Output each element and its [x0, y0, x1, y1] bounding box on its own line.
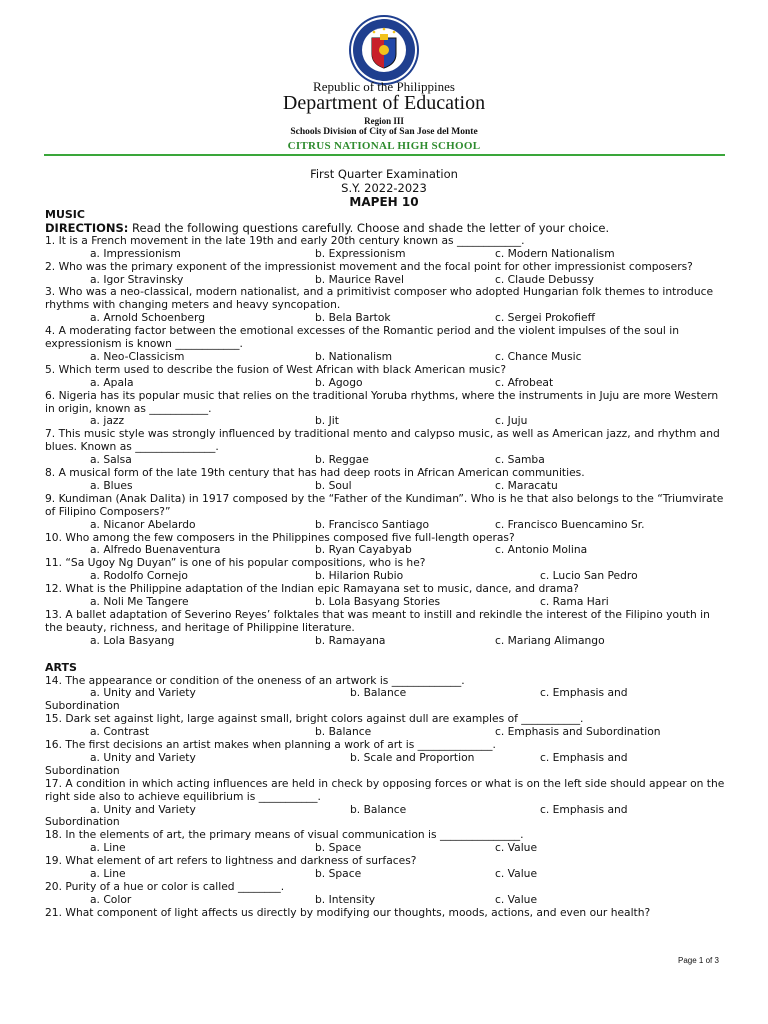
option-b[interactable]: b. Agogo — [315, 375, 363, 389]
option-a[interactable]: a. Lola Basyang — [90, 633, 175, 647]
option-c[interactable]: c. Value — [495, 892, 538, 906]
section-title-arts: ARTS — [45, 660, 77, 674]
option-b[interactable]: b. Intensity — [315, 892, 376, 906]
option-c[interactable]: c. Lucio San Pedro — [540, 569, 638, 583]
option-a[interactable]: a. Unity and Variety — [90, 802, 196, 816]
header-divider — [44, 154, 725, 156]
option-a[interactable]: a. Impressionism — [90, 246, 181, 260]
option-a[interactable]: a. Unity and Variety — [90, 750, 196, 764]
question-9: 9. Kundiman (Anak Dalita) in 1917 composed by the “Father of the Kundiman”. Who is he that also belongs to the “Triumvirate of Filipino Composers?” — [45, 491, 724, 518]
options-7 — [45, 454, 725, 467]
exam-school-year: S.Y. 2022-2023 — [341, 181, 427, 195]
option-b[interactable]: b. Lola Basyang Stories — [315, 595, 441, 609]
option-a[interactable]: a. Contrast — [90, 725, 150, 739]
option-a[interactable]: a. Nicanor Abelardo — [90, 517, 196, 531]
options-3 — [45, 312, 725, 325]
question-13: 13. A ballet adaptation of Severino Reyes’ folktales that was meant to instill and rekindle the interest of the Filipino youth in the beauty, richness, and heritage of Philippine literature. — [45, 607, 710, 634]
header-region: Region III — [364, 116, 404, 126]
option-a[interactable]: a. Neo-Classicism — [90, 349, 185, 363]
question-17: 17. A condition in which acting influences are held in check by opposing forces or what is on the left side should appear on the right side also to achieve equilibrium is ___________. — [45, 776, 725, 803]
options-18 — [45, 842, 725, 855]
option-b[interactable]: b. Ryan Cayabyab — [315, 543, 412, 557]
options-13 — [45, 635, 725, 648]
options-15 — [45, 726, 725, 739]
option-a[interactable]: a. Igor Stravinsky — [90, 272, 184, 286]
option-c-continued: Subordination — [45, 763, 120, 777]
option-a[interactable]: a. Blues — [90, 478, 133, 492]
option-b[interactable]: b. Bela Bartok — [315, 311, 391, 325]
option-a[interactable]: a. Apala — [90, 375, 134, 389]
directions-label: DIRECTIONS: — [45, 220, 129, 235]
options-16 — [45, 752, 725, 765]
option-b[interactable]: b. Nationalism — [315, 349, 393, 363]
options-1 — [45, 248, 725, 261]
question-1: 1. It is a French movement in the late 19th and early 20th century known as ____________. — [45, 233, 525, 247]
options-8 — [45, 480, 725, 493]
option-c[interactable]: c. Mariang Alimango — [495, 633, 605, 647]
option-c[interactable]: c. Emphasis and — [540, 686, 628, 700]
option-c[interactable]: c. Value — [495, 867, 538, 881]
directions — [45, 222, 725, 235]
option-c[interactable]: c. Emphasis and — [540, 802, 628, 816]
option-a[interactable]: a. Rodolfo Cornejo — [90, 569, 188, 583]
directions-text: Read the following questions carefully. Choose and shade the letter of your choice. — [128, 220, 610, 235]
option-c[interactable]: c. Claude Debussy — [495, 272, 595, 286]
section-title-music: MUSIC — [45, 208, 85, 221]
question-15: 15. Dark set against light, large against small, bright colors against dull are examples of ___________. — [45, 712, 584, 726]
question-10: 10. Who among the few composers in the Philippines composed five full-length operas? — [45, 530, 515, 544]
header-division: Schools Division of City of San Jose del Monte — [290, 127, 478, 137]
header-republic: Republic of the Philippines — [313, 79, 455, 94]
option-b[interactable]: b. Scale and Proportion — [350, 750, 475, 764]
option-a[interactable]: a. Arnold Schoenberg — [90, 311, 205, 325]
option-a[interactable]: a. Line — [90, 867, 126, 881]
option-a[interactable]: a. Color — [90, 892, 132, 906]
option-a[interactable]: a. Unity and Variety — [90, 686, 196, 700]
exam-title-block — [0, 167, 768, 209]
question-4: 4. A moderating factor between the emotional excesses of the Romantic period and the violent impulses of the soul in expressionism is known ____________. — [45, 324, 680, 351]
option-a[interactable]: a. Alfredo Buenaventura — [90, 543, 221, 557]
question-11: 11. “Sa Ugoy Ng Duyan” is one of his popular compositions, who is he? — [45, 556, 426, 570]
option-a[interactable]: a. Noli Me Tangere — [90, 595, 189, 609]
question-12: 12. What is the Philippine adaptation of the Indian epic Ramayana set to music, dance, and drama? — [45, 582, 579, 596]
options-17 — [45, 804, 725, 817]
option-b[interactable]: b. Ramayana — [315, 633, 386, 647]
option-c[interactable]: c. Francisco Buencamino Sr. — [495, 517, 645, 531]
option-c[interactable]: c. Emphasis and — [540, 750, 628, 764]
option-c-continued: Subordination — [45, 699, 120, 713]
option-c[interactable]: c. Juju — [495, 414, 528, 428]
options-4 — [45, 351, 725, 364]
options-11 — [45, 570, 725, 583]
option-b[interactable]: b. Hilarion Rubio — [315, 569, 404, 583]
option-c[interactable]: c. Emphasis and Subordination — [495, 725, 661, 739]
option-a[interactable]: a. jazz — [90, 414, 125, 428]
question-5: 5. Which term used to describe the fusion of West African with black American music? — [45, 362, 506, 376]
option-c[interactable]: c. Antonio Molina — [495, 543, 588, 557]
exam-content — [45, 209, 725, 920]
option-c[interactable]: c. Afrobeat — [495, 375, 554, 389]
option-c[interactable]: c. Value — [495, 841, 538, 855]
page-number: Page 1 of 3 — [678, 956, 719, 965]
options-12 — [45, 596, 725, 609]
option-c[interactable]: c. Rama Hari — [540, 595, 609, 609]
option-c[interactable]: c. Sergei Prokofieff — [495, 311, 595, 325]
option-b[interactable]: b. Jit — [315, 414, 339, 428]
option-b[interactable]: b. Balance — [315, 725, 372, 739]
options-6 — [45, 415, 725, 428]
question-3: 3. Who was a neo-classical, modern nationalist, and a primitivist composer who adopted Hungarian folk themes to introduce rhythms with changing meters and heavy syncopation. — [45, 285, 714, 312]
options-19 — [45, 868, 725, 881]
header-school: CITRUS NATIONAL HIGH SCHOOL — [287, 140, 481, 152]
question-21: 21. What component of light affects us directly by modifying our thoughts, moods, actions, and even our health? — [45, 905, 651, 919]
options-2 — [45, 274, 725, 287]
option-b[interactable]: b. Space — [315, 841, 362, 855]
option-c[interactable]: c. Samba — [495, 453, 545, 467]
question-18: 18. In the elements of art, the primary means of visual communication is _______________. — [45, 828, 524, 842]
option-b[interactable]: b. Francisco Santiago — [315, 517, 430, 531]
option-b[interactable]: b. Soul — [315, 478, 352, 492]
option-b[interactable]: b. Expressionism — [315, 246, 406, 260]
option-b[interactable]: b. Reggae — [315, 453, 369, 467]
question-19: 19. What element of art refers to lightness and darkness of surfaces? — [45, 854, 417, 868]
exam-title: First Quarter Examination — [310, 167, 458, 181]
deped-seal-logo — [348, 14, 420, 86]
option-c[interactable]: c. Maracatu — [495, 478, 558, 492]
question-20: 20. Purity of a hue or color is called ________. — [45, 879, 285, 893]
music-questions — [45, 235, 725, 648]
question-7: 7. This music style was strongly influenced by traditional mento and calypso music, as well as American jazz, and rhythm and blues. Known as _______________. — [45, 427, 720, 454]
option-b[interactable]: b. Balance — [350, 686, 407, 700]
question-2: 2. Who was the primary exponent of the impressionist movement and the focal point for other impressionist composers? — [45, 259, 693, 273]
option-a[interactable]: a. Salsa — [90, 453, 132, 467]
option-b[interactable]: b. Maurice Ravel — [315, 272, 404, 286]
options-5 — [45, 377, 725, 390]
options-14 — [45, 687, 725, 700]
options-10 — [45, 544, 725, 557]
question-14: 14. The appearance or condition of the oneness of an artwork is _____________. — [45, 673, 465, 687]
options-9 — [45, 519, 725, 532]
exam-subject: MAPEH 10 — [349, 195, 419, 209]
option-b[interactable]: b. Space — [315, 867, 362, 881]
option-c[interactable]: c. Modern Nationalism — [495, 246, 615, 260]
option-b[interactable]: b. Balance — [350, 802, 407, 816]
question-8: 8. A musical form of the late 19th century that has had deep roots in African American communities. — [45, 466, 585, 480]
header-department: Department of Education — [282, 92, 486, 114]
option-c[interactable]: c. Chance Music — [495, 349, 582, 363]
options-20 — [45, 894, 725, 907]
question-16: 16. The first decisions an artist makes when planning a work of art is ______________. — [45, 738, 496, 752]
option-c-continued: Subordination — [45, 815, 120, 829]
option-a[interactable]: a. Line — [90, 841, 126, 855]
question-6: 6. Nigeria has its popular music that relies on the traditional Yoruba rhythms, where the instruments in Juju are more Western in origin, known as ___________. — [45, 388, 719, 415]
